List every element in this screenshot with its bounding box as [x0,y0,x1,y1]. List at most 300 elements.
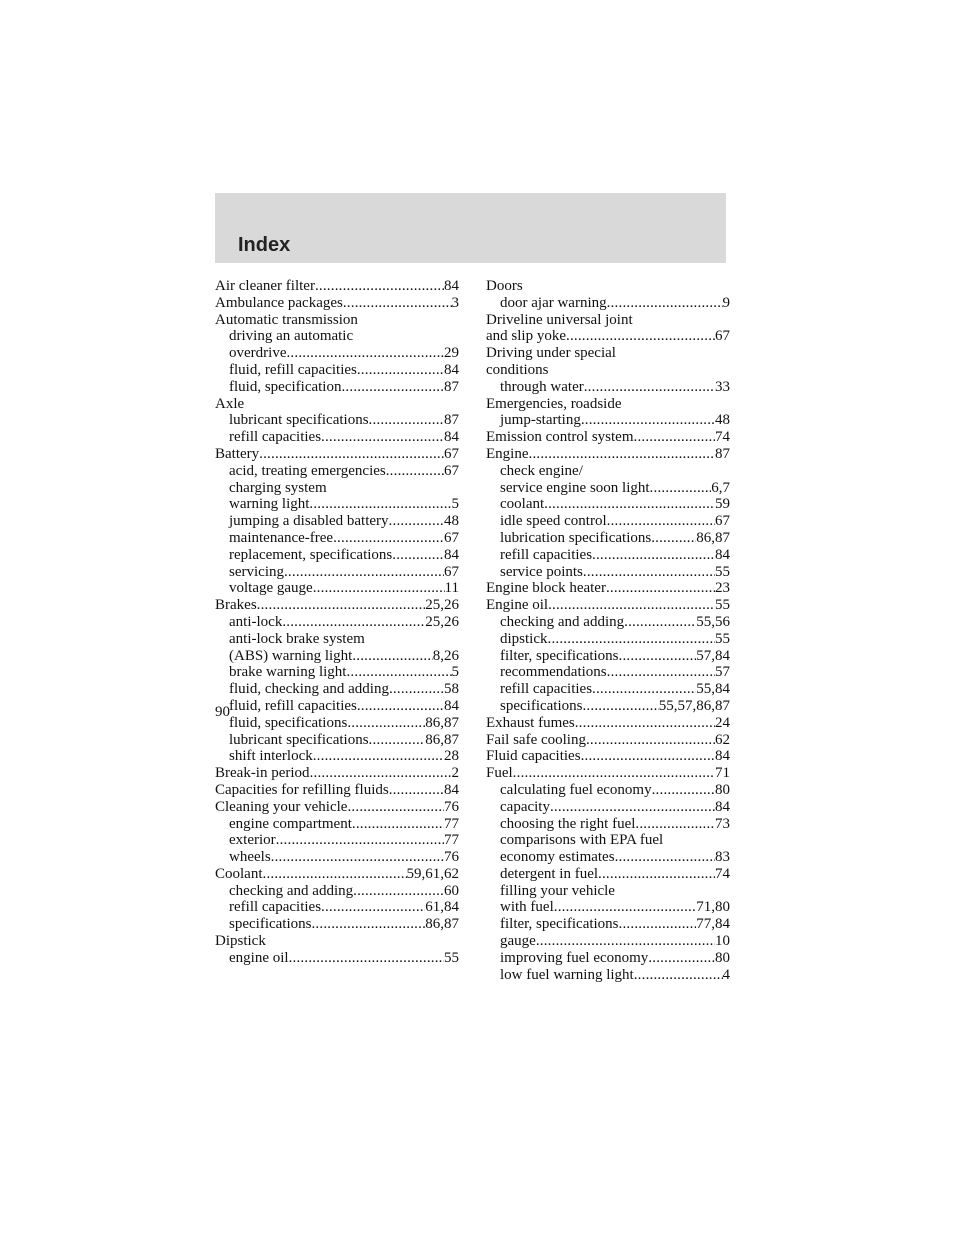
index-entry-text: Emergencies, roadside [486,395,622,412]
index-entry [486,849,730,866]
dot-leader [271,849,444,866]
index-entry [486,648,730,665]
dot-leader [615,849,715,866]
index-entry [486,883,730,900]
index-entry-page: 5 [451,664,459,681]
index-entry [215,463,459,480]
dot-leader [634,967,723,984]
dot-leader [389,513,444,530]
index-entry [215,933,459,950]
index-entry-text: Fluid capacities [486,748,581,765]
dot-leader [357,362,444,379]
dot-leader [347,799,444,816]
index-entry-text: service points [500,563,583,580]
index-entry-text: shift interlock [229,748,313,765]
index-entry [215,849,459,866]
index-entry-text: detergent in fuel [500,865,599,882]
index-entry-text: lubrication specifications [500,529,652,546]
index-entry-page: 48 [444,513,459,530]
index-entry-text: refill capacities [229,429,322,446]
index-entry-text: Exhaust fumes [486,714,575,731]
index-entry-text: replacement, specifications [229,546,393,563]
index-entry [486,732,730,749]
index-entry-page: 80 [715,949,730,966]
index-column-right [486,278,730,983]
index-entry-page: 86,87 [425,731,459,748]
dot-leader [550,799,715,816]
index-entry [486,614,730,631]
index-entry [486,446,730,463]
index-entry [215,782,459,799]
index-entry [486,547,730,564]
index-entry [486,597,730,614]
index-entry-text: wheels [229,849,271,866]
index-entry-page: 67 [444,563,459,580]
index-entry-page: 55 [715,597,730,614]
index-column-left [215,278,459,967]
dot-leader [582,698,658,715]
index-entry-page: 80 [715,781,730,798]
dot-leader [624,614,696,631]
index-entry-page: 84 [715,546,730,563]
index-entry [215,513,459,530]
index-entry [215,412,459,429]
index-entry-text: Doors [486,278,523,294]
index-entry [486,832,730,849]
index-entry-page: 83 [715,849,730,866]
index-entry-text: calculating fuel economy [500,781,652,798]
index-entry [486,295,730,312]
index-entry-page: 67 [444,445,459,462]
index-entry-page: 87 [444,412,459,429]
index-entry [486,950,730,967]
index-entry-page: 67 [715,328,730,345]
index-entry-page: 55,56 [696,613,730,630]
dot-leader [581,412,715,429]
dot-leader [607,513,715,530]
dot-leader [648,950,715,967]
index-entry-text: Axle [215,395,245,412]
index-entry-text: filter, specifications [500,647,619,664]
dot-leader [581,748,715,765]
index-entry [215,379,459,396]
index-entry [486,530,730,547]
index-entry-text: recommendations [500,664,607,681]
dot-leader [352,648,432,665]
dot-leader [529,446,716,463]
page-title: Index [238,234,291,256]
index-entry [215,715,459,732]
index-entry-text: Ambulance packages [215,294,343,311]
index-entry-page: 74 [715,865,730,882]
index-entry-text: engine oil [229,949,289,966]
index-entry [215,446,459,463]
index-entry-page: 3 [451,294,459,311]
dot-leader [389,681,444,698]
dot-leader [536,933,715,950]
index-entry [486,312,730,329]
index-entry [486,362,730,379]
dot-leader [583,564,715,581]
index-entry-page: 33 [715,378,730,395]
index-entry-page: 59 [715,496,730,513]
dot-leader [353,883,444,900]
dot-leader [554,899,697,916]
dot-leader [592,547,715,564]
index-entry [215,765,459,782]
dot-leader [289,950,444,967]
index-entry-page: 74 [715,429,730,446]
index-entry [215,816,459,833]
index-entry-text: capacity [500,798,550,815]
index-entry [486,496,730,513]
index-entry-text: comparisons with EPA fuel [500,832,664,849]
index-entry-text: warning light [229,496,310,513]
index-entry [486,916,730,933]
index-entry-text: with fuel [500,899,554,916]
index-entry-text: Fail safe cooling [486,731,586,748]
index-entry [486,866,730,883]
index-entry [486,396,730,413]
dot-leader [286,345,444,362]
index-entry-text: low fuel warning light [500,966,634,983]
index-entry-text: overdrive [229,345,287,362]
index-entry [486,580,730,597]
index-entry [486,933,730,950]
index-entry [215,614,459,631]
index-entry-page: 23 [715,580,730,597]
dot-leader [284,564,444,581]
index-entry [215,429,459,446]
index-entry-page: 55 [715,563,730,580]
dot-leader [313,748,444,765]
index-entry-text: Automatic transmission [215,311,358,328]
dot-leader [607,295,723,312]
index-entry [215,664,459,681]
dot-leader [650,480,712,497]
index-entry-text: refill capacities [500,546,593,563]
index-entry [215,799,459,816]
index-entry-text: Coolant [215,865,263,882]
index-entry [215,396,459,413]
index-entry [215,950,459,967]
index-entry-text: fluid, specification [229,378,342,395]
index-entry [486,278,730,295]
index-entry-page: 86,87 [425,916,459,933]
index-entry-text: brake warning light [229,664,347,681]
index-entry-text: Battery [215,445,260,462]
index-entry-page: 86,87 [696,529,730,546]
index-entry [486,748,730,765]
index-entry [215,295,459,312]
dot-leader [309,496,451,513]
index-entry-text: voltage gauge [229,580,313,597]
dot-leader [313,580,445,597]
index-entry-page: 29 [444,345,459,362]
index-entry [215,866,459,883]
index-entry-text: charging system [229,479,327,496]
index-entry-page: 73 [715,815,730,832]
index-entry-text: service engine soon light [500,479,650,496]
index-entry-text: economy estimates [500,849,615,866]
index-entry-text: door ajar warning [500,294,607,311]
dot-leader [369,412,444,429]
index-entry [486,345,730,362]
dot-leader [634,429,716,446]
index-entry-text: Driveline universal joint [486,311,633,328]
index-entry [215,328,459,345]
index-entry-text: Air cleaner filter [215,278,315,294]
index-entry-text: acid, treating emergencies [229,462,386,479]
dot-leader [575,715,715,732]
index-entry-text: anti-lock [229,613,283,630]
dot-leader [310,765,452,782]
index-entry-page: 84 [444,697,459,714]
index-entry [215,362,459,379]
index-entry [486,765,730,782]
index-entry-page: 77,84 [696,916,730,933]
index-entry [215,312,459,329]
index-entry-page: 5 [451,496,459,513]
dot-leader [566,328,715,345]
index-entry-text: driving an automatic [229,328,354,345]
index-entry [486,429,730,446]
index-entry-text: Brakes [215,597,257,614]
index-entry-page: 24 [715,714,730,731]
index-entry-page: 87 [715,445,730,462]
dot-leader [352,816,444,833]
index-entry-text: fluid, refill capacities [229,697,357,714]
index-entry [215,748,459,765]
index-entry [215,597,459,614]
index-entry-page: 6,7 [711,479,730,496]
dot-leader [321,899,425,916]
index-entry-page: 59,61,62 [406,865,459,882]
dot-leader [321,429,444,446]
dot-leader [592,681,696,698]
index-entry-text: conditions [486,361,549,378]
dot-leader [606,580,715,597]
index-entry-page: 76 [444,849,459,866]
index-entry-text: check engine/ [500,462,583,479]
index-entry [486,564,730,581]
index-entry-page: 84 [444,546,459,563]
index-entry [486,463,730,480]
dot-leader [369,732,426,749]
index-entry-text: specifications [229,916,312,933]
dot-leader [548,631,716,648]
index-entry [215,345,459,362]
index-entry-text: anti-lock brake system [229,630,365,647]
index-entry [215,899,459,916]
index-entry-text: fluid, refill capacities [229,361,357,378]
index-entry-page: 86,87 [425,714,459,731]
index-entry [215,732,459,749]
index-entry [215,648,459,665]
dot-leader [584,379,715,396]
index-entry-page: 71 [715,765,730,782]
index-entry [215,278,459,295]
dot-leader [652,782,715,799]
index-entry [486,379,730,396]
index-entry-text: specifications [500,697,583,714]
index-entry-text: exterior [229,832,276,849]
index-entry [215,496,459,513]
index-entry-text: Dipstick [215,933,266,950]
dot-leader [513,765,715,782]
index-entry-page: 8,26 [432,647,459,664]
index-entry-text: lubricant specifications [229,731,369,748]
index-entry-page: 55,84 [696,681,730,698]
index-entry-text: fluid, checking and adding [229,681,389,698]
index-entry-text: Fuel [486,765,513,782]
index-entry-text: servicing [229,563,284,580]
index-entry-text: fluid, specifications [229,714,348,731]
dot-leader [347,715,425,732]
dot-leader [259,446,444,463]
index-entry-text: refill capacities [500,681,593,698]
index-entry-page: 11 [444,580,459,597]
dot-leader [257,597,426,614]
dot-leader [357,698,444,715]
index-entry-text: coolant [500,496,545,513]
index-entry-page: 84 [444,278,459,294]
index-entry-text: engine compartment [229,815,352,832]
dot-leader [651,530,696,547]
index-entry-page: 28 [444,748,459,765]
index-entry-text: maintenance-free [229,529,334,546]
index-entry-text: Engine [486,445,529,462]
index-entry-text: and slip yoke [486,328,566,345]
index-entry [486,328,730,345]
index-entry [486,967,730,984]
dot-leader [333,530,444,547]
index-entry [486,899,730,916]
index-entry-text: Break-in period [215,765,310,782]
index-entry [215,916,459,933]
index-entry-page: 57,84 [696,647,730,664]
index-entry [486,816,730,833]
index-entry-page: 9 [722,294,730,311]
index-entry [215,681,459,698]
index-entry [486,664,730,681]
index-entry-page: 4 [722,966,730,983]
dot-leader [586,732,715,749]
index-entry-page: 55 [444,949,459,966]
index-entry [486,715,730,732]
index-entry [486,681,730,698]
index-entry-page: 84 [444,781,459,798]
index-entry [486,782,730,799]
dot-leader [544,496,715,513]
index-entry [215,480,459,497]
dot-leader [311,916,425,933]
dot-leader [389,782,444,799]
index-entry-page: 67 [444,529,459,546]
dot-leader [619,648,697,665]
index-entry [486,631,730,648]
index-entry [215,832,459,849]
index-entry [215,883,459,900]
index-entry-page: 62 [715,731,730,748]
index-entry-page: 84 [444,429,459,446]
dot-leader [548,597,715,614]
index-entry-text: Capacities for refilling fluids [215,781,389,798]
index-entry-page: 67 [444,462,459,479]
index-entry-page: 48 [715,412,730,429]
index-entry-page: 55,57,86,87 [658,697,730,714]
index-entry-text: lubricant specifications [229,412,369,429]
index-entry-page: 61,84 [425,899,459,916]
index-entry-text: choosing the right fuel [500,815,636,832]
index-entry-page: 71,80 [696,899,730,916]
index-entry [486,480,730,497]
dot-leader [635,816,715,833]
index-entry-page: 58 [444,681,459,698]
dot-leader [598,866,715,883]
index-entry-page: 67 [715,513,730,530]
index-entry-text: refill capacities [229,899,322,916]
index-entry-text: checking and adding [500,613,625,630]
index-entry-text: through water [500,378,584,395]
index-entry-page: 84 [715,798,730,815]
dot-leader [315,278,444,295]
dot-leader [276,832,444,849]
index-entry-page: 25,26 [425,613,459,630]
index-entry-page: 25,26 [425,597,459,614]
index-entry-page: 87 [444,378,459,395]
index-entry-text: Cleaning your vehicle [215,798,348,815]
index-entry-text: dipstick [500,630,548,647]
index-entry-page: 2 [451,765,459,782]
index-entry-text: Engine block heater [486,580,606,597]
dot-leader [392,547,444,564]
index-entry [215,547,459,564]
index-entry-text: gauge [500,933,536,950]
page-number: 90 [215,704,230,720]
index-entry-text: jumping a disabled battery [229,513,389,530]
index-entry [215,580,459,597]
index-entry [215,698,459,715]
index-entry-page: 60 [444,882,459,899]
index-entry-page: 84 [444,361,459,378]
index-entry-text: Engine oil [486,597,549,614]
index-entry-text: (ABS) warning light [229,647,353,664]
index-entry-page: 55 [715,630,730,647]
index-entry [215,564,459,581]
index-header-band [215,193,726,263]
dot-leader [343,295,452,312]
index-entry-page: 77 [444,815,459,832]
index-entry-text: improving fuel economy [500,949,649,966]
dot-leader [346,664,451,681]
index-entry-page: 57 [715,664,730,681]
index-entry [486,513,730,530]
index-entry-page: 10 [715,933,730,950]
dot-leader [263,866,407,883]
index-entry [486,698,730,715]
index-entry-text: Emission control system [486,429,634,446]
index-entry-page: 84 [715,748,730,765]
index-entry [215,631,459,648]
dot-leader [607,664,715,681]
dot-leader [619,916,697,933]
index-entry-text: checking and adding [229,882,354,899]
index-entry-page: 77 [444,832,459,849]
index-entry-text: Driving under special [486,345,616,362]
index-entry-page: 76 [444,798,459,815]
dot-leader [386,463,444,480]
